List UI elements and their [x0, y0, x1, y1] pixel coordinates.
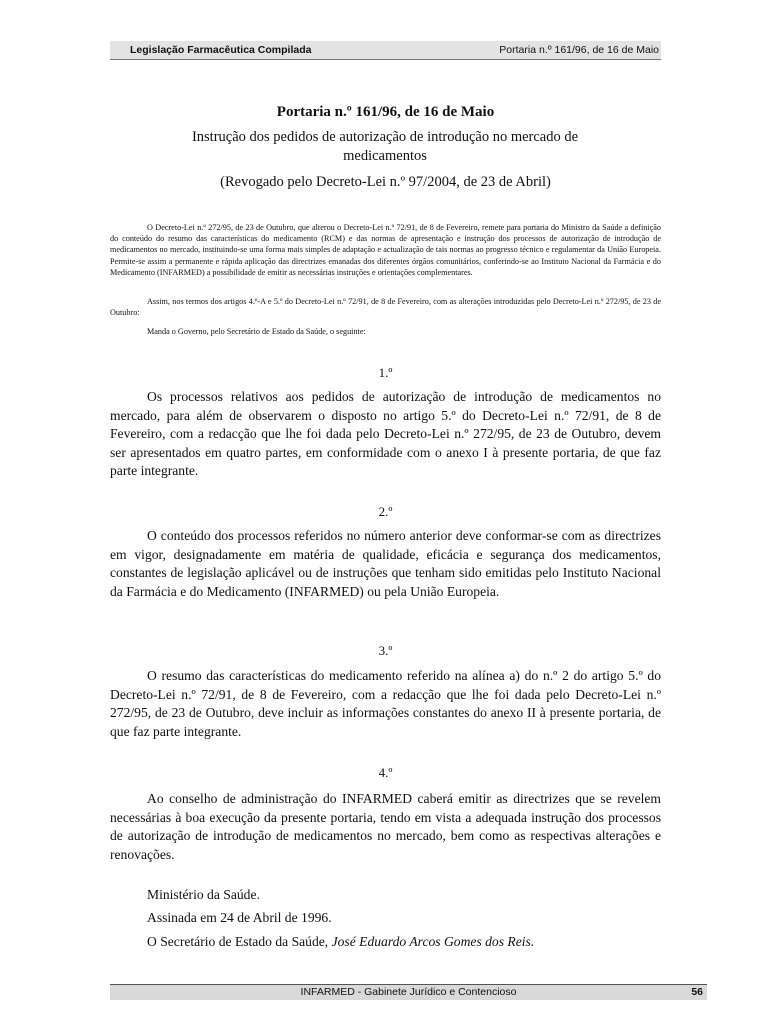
article-3 — [110, 667, 661, 741]
preamble-text: Assim, nos termos dos artigos 4.º-A e 5.º do Decreto-Lei n.º 72/91, de 8 de Fevereiro, com as alterações introduzidas pelo Decreto-Lei n.º 272/95, de 23 de Outubro: — [110, 297, 661, 318]
article-1 — [110, 388, 661, 481]
preamble-text: O Decreto-Lei n.º 272/95, de 23 de Outubro, que alterou o Decreto-Lei n.º 72/91, de 8 de Fevereiro, remete para portaria do Ministro da Saúde a definição do conteúdo do resumo das características do medicamento (RCM) e das normas de apresentação e instrução dos processos de autorização de introdução de medicamentos no mercado, instituindo-se uma forma mais simples de adaptação e actualização de tais normas ao progresso técnico e regulamentar da União Europeia. Permite-se assim a permanente e rápida aplicação das directrizes emanadas dos diferentes órgãos comunitários, conferindo-se ao Instituto Nacional da Farmácia e do Medicamento (INFARMED) a possibilidade de emitir as necessárias instruções e orientações complementares. — [110, 223, 661, 277]
closing-ministry: Ministério da Saúde. — [147, 887, 260, 902]
article-text: Ao conselho de administração do INFARMED caberá emitir as directrizes que se revelem necessárias à boa execução da presente portaria, tendo em vista a adequada instrução dos processos de autorização de introdução de medicamentos no mercado, bem como as respectivas alterações e renovações. — [110, 791, 661, 862]
preamble-paragraph-2 — [110, 296, 661, 318]
article-text: O resumo das características do medicamento referido na alínea a) do n.º 2 do artigo 5.º do Decreto-Lei n.º 72/91, de 8 de Fevereiro, com a redacção que lhe foi dada pelo Decreto-Lei n.º 272/95, de 23 de Outubro, deve incluir as informações constantes do anexo II à presente portaria, de que faz parte integrante. — [110, 668, 661, 739]
closing-signatory — [147, 934, 534, 950]
preamble-paragraph-3 — [110, 326, 661, 337]
article-text: Os processos relativos aos pedidos de autorização de introdução de medicamentos no mercado, para além de observarem o disposto no artigo 5.º do Decreto-Lei n.º 72/91, de 8 de Fevereiro, com a redacção que lhe foi dada pelo Decreto-Lei n.º 272/95, de 23 de Outubro, devem ser apresentados em quatro partes, em conformidade com o anexo I à presente portaria, de que faz parte integrante. — [110, 389, 661, 479]
closing-signed-date: Assinada em 24 de Abril de 1996. — [147, 910, 332, 925]
header-publication-title: Legislação Farmacêutica Compilada — [130, 44, 312, 56]
preamble-text: Manda o Governo, pelo Secretário de Estado da Saúde, o seguinte: — [147, 327, 366, 336]
header-document-reference: Portaria n.º 161/96, de 16 de Maio — [499, 44, 659, 56]
article-number-3: 3.º — [378, 643, 393, 658]
article-number-1: 1.º — [378, 365, 393, 380]
preamble-paragraph-1 — [110, 222, 661, 278]
page-number: 56 — [691, 986, 703, 998]
revocation-note: (Revogado pelo Decreto-Lei n.º 97/2004, de 23 de Abril) — [220, 174, 551, 190]
article-text: O conteúdo dos processos referidos no número anterior deve conformar-se com as directrizes em vigor, designadamente em matéria de qualidade, eficácia e segurança dos medicamentos, constantes de legislação aplicável ou de instruções que tenham sido emitidas pelo Instituto Nacional da Farmácia e do Medicamento (INFARMED) ou pela União Europeia. — [110, 528, 661, 599]
signatory-name: José Eduardo Arcos Gomes dos Reis. — [331, 934, 535, 949]
signatory-role: O Secretário de Estado da Saúde, — [147, 934, 332, 949]
article-number-2: 2.º — [378, 504, 393, 519]
article-number-4: 4.º — [378, 765, 393, 780]
running-header — [110, 41, 661, 60]
running-footer — [110, 984, 707, 1000]
document-subtitle: Instrução dos pedidos de autorização de introdução no mercado de medicamentos — [191, 129, 579, 164]
document-title: Portaria n.º 161/96, de 16 de Maio — [276, 104, 495, 120]
article-2 — [110, 527, 661, 601]
footer-department: INFARMED - Gabinete Jurídico e Contencioso — [300, 986, 517, 998]
article-4 — [110, 790, 661, 864]
